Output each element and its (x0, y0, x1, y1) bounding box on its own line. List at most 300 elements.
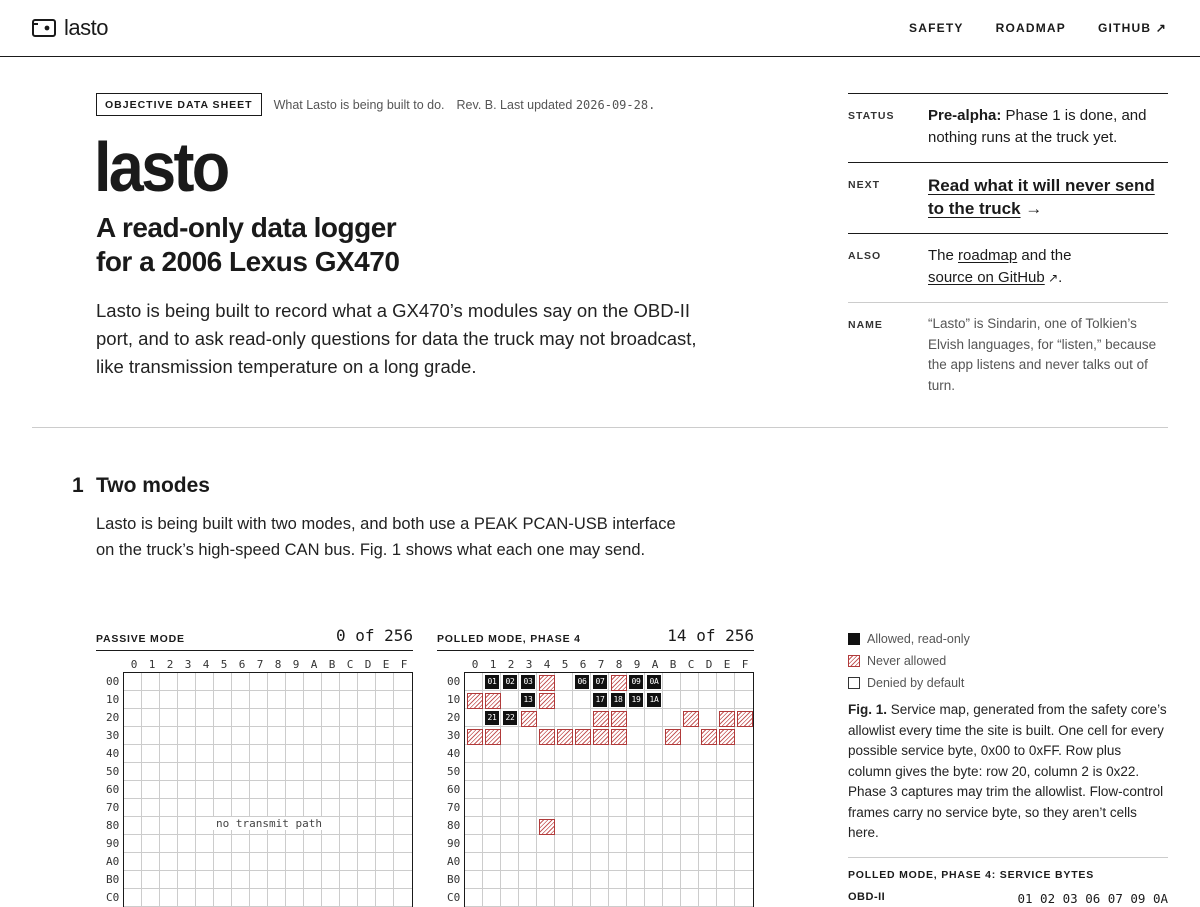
col-head: 6 (579, 658, 587, 671)
service-cell (196, 727, 214, 745)
logo[interactable] (32, 15, 108, 41)
service-cell (501, 745, 519, 763)
service-cell (591, 763, 609, 781)
service-cell (663, 727, 681, 745)
service-cell (609, 799, 627, 817)
row-head: 90 (447, 837, 461, 850)
service-cell (465, 781, 483, 799)
service-cell (322, 871, 340, 889)
service-cell (627, 799, 645, 817)
legend-allowed (848, 628, 970, 650)
service-cell (681, 727, 699, 745)
service-cell (124, 835, 142, 853)
service-bytes (848, 857, 1168, 906)
service-cell (160, 799, 178, 817)
service-cell (465, 691, 483, 709)
service-cell (160, 835, 178, 853)
service-cell (340, 673, 358, 691)
lead-paragraph: Lasto is being built to record what a GX470’s modules say on the OBD-II port, and to ask read-only questions for data the truck may not broadcast, like transmission temperature on a long grade. (96, 300, 697, 377)
service-cell (519, 817, 537, 835)
service-cell (555, 799, 573, 817)
col-head: A (651, 658, 659, 671)
service-cell (609, 835, 627, 853)
service-cell (322, 709, 340, 727)
service-cell (699, 889, 717, 907)
service-cell (358, 799, 376, 817)
service-cell (645, 763, 663, 781)
service-cell (214, 673, 232, 691)
service-cell (142, 835, 160, 853)
polled-grid-header (437, 626, 754, 651)
service-cell (483, 835, 501, 853)
service-cell (681, 817, 699, 835)
service-cell (340, 727, 358, 745)
service-cell (519, 709, 537, 727)
service-cell (214, 889, 232, 907)
service-cell (214, 727, 232, 745)
service-cell (178, 799, 196, 817)
service-cell (232, 835, 250, 853)
service-cell (681, 853, 699, 871)
row-head: 30 (447, 729, 461, 742)
service-cell (717, 781, 735, 799)
row-head: 70 (447, 801, 461, 814)
col-head: F (400, 658, 408, 671)
service-cell (483, 673, 501, 691)
service-cell (735, 799, 753, 817)
row-head: 50 (106, 765, 120, 778)
service-cell (501, 673, 519, 691)
service-cell (340, 799, 358, 817)
service-cell (178, 763, 196, 781)
service-cell (268, 799, 286, 817)
service-cell (537, 817, 555, 835)
service-cell (573, 763, 591, 781)
subtitle-line-2: for a 2006 Lexus GX470 (96, 246, 400, 277)
passive-grid-body (96, 672, 413, 907)
service-cell (340, 745, 358, 763)
github-source-link[interactable]: source on GitHub (928, 269, 1045, 286)
col-head: C (346, 658, 354, 671)
service-cell (735, 817, 753, 835)
service-cell (160, 781, 178, 799)
revision-date: 2026-09-28. (575, 97, 656, 112)
service-cell (501, 799, 519, 817)
service-cell (322, 889, 340, 907)
roadmap-link[interactable]: roadmap (958, 247, 1018, 264)
passive-grid-header (96, 626, 413, 651)
service-cell (717, 673, 735, 691)
passive-cells (123, 672, 413, 907)
service-cell (627, 835, 645, 853)
service-cell (268, 691, 286, 709)
service-cell (304, 691, 322, 709)
service-cell (645, 781, 663, 799)
service-cell (591, 745, 609, 763)
also-value (928, 245, 1168, 289)
service-cell (286, 871, 304, 889)
also-end: . (1058, 269, 1063, 286)
service-cell (160, 763, 178, 781)
status-text: Phase 1 is done, and nothing runs at the truck yet. (928, 107, 1147, 146)
row-head: 20 (447, 711, 461, 724)
service-cell (717, 817, 735, 835)
service-cell (142, 673, 160, 691)
polled-grid-body (437, 672, 754, 907)
service-cell (268, 763, 286, 781)
service-cell (178, 745, 196, 763)
service-cell (717, 763, 735, 781)
col-head: 5 (220, 658, 228, 671)
service-cell (304, 673, 322, 691)
service-cell (609, 763, 627, 781)
service-cell (376, 745, 394, 763)
service-cell (376, 763, 394, 781)
passive-overlay (125, 817, 413, 830)
status-strong: Pre-alpha: (928, 107, 1002, 124)
service-cell (537, 871, 555, 889)
service-cell (555, 817, 573, 835)
legend (848, 628, 970, 694)
service-cell (501, 781, 519, 799)
service-cell (340, 889, 358, 907)
service-cell (196, 691, 214, 709)
service-cell (268, 709, 286, 727)
service-cell (232, 727, 250, 745)
service-cell (232, 871, 250, 889)
row-head: C0 (447, 891, 461, 904)
service-cell (537, 853, 555, 871)
service-cell (501, 853, 519, 871)
section-divider (32, 427, 1168, 428)
service-cell (358, 727, 376, 745)
row-head: A0 (106, 855, 120, 868)
service-cell (286, 889, 304, 907)
nav-safety[interactable]: SAFETY (909, 21, 964, 35)
service-cell (142, 763, 160, 781)
service-cell (232, 745, 250, 763)
service-cell (304, 799, 322, 817)
service-cell (555, 691, 573, 709)
service-cell (573, 835, 591, 853)
service-cell (735, 781, 753, 799)
service-cell (681, 799, 699, 817)
service-cell (627, 763, 645, 781)
section-body: Lasto is being built with two modes, and both use a PEAK PCAN-USB interface on the truck’s high-speed CAN bus. Fig. 1 shows what each one may send. (96, 515, 676, 559)
service-cell (717, 745, 735, 763)
service-cell (645, 889, 663, 907)
service-cell (483, 871, 501, 889)
service-cell (645, 673, 663, 691)
service-cell (663, 799, 681, 817)
service-cell (483, 727, 501, 745)
service-cell (699, 835, 717, 853)
service-cell (537, 727, 555, 745)
service-cell (232, 853, 250, 871)
service-bytes-key: OBD-II (848, 891, 886, 903)
service-cell (286, 853, 304, 871)
service-cell (286, 763, 304, 781)
service-cell (142, 853, 160, 871)
service-cell (717, 835, 735, 853)
service-cell (591, 889, 609, 907)
service-cell (394, 727, 412, 745)
service-cell (465, 835, 483, 853)
service-cell (394, 853, 412, 871)
service-cell (519, 799, 537, 817)
service-cell (501, 889, 519, 907)
col-head: 7 (256, 658, 264, 671)
service-cell (358, 691, 376, 709)
nav-github[interactable]: GITHUB ↗ (1098, 21, 1167, 35)
service-cell (286, 709, 304, 727)
row-head: 40 (447, 747, 461, 760)
service-cell (591, 691, 609, 709)
service-cell (519, 853, 537, 871)
col-head: 6 (238, 658, 246, 671)
service-cell (663, 673, 681, 691)
service-cell (178, 853, 196, 871)
service-cell (250, 709, 268, 727)
col-head: 3 (525, 658, 533, 671)
service-cell (142, 871, 160, 889)
service-cell (717, 727, 735, 745)
service-cell (501, 817, 519, 835)
service-cell (627, 853, 645, 871)
revision-text: Rev. B. Last updated (456, 97, 573, 112)
col-head: 2 (166, 658, 174, 671)
logo-text: lasto (64, 15, 108, 40)
service-cell (268, 853, 286, 871)
row-head: 70 (106, 801, 120, 814)
service-cell (178, 691, 196, 709)
row-head: 00 (106, 675, 120, 688)
polled-row-heads (437, 672, 464, 907)
service-cell (663, 817, 681, 835)
service-cell (465, 871, 483, 889)
service-cell (178, 835, 196, 853)
service-cell (681, 871, 699, 889)
service-cell (735, 889, 753, 907)
service-cell (591, 727, 609, 745)
service-cell (645, 853, 663, 871)
service-cell (699, 853, 717, 871)
next-value (928, 174, 1168, 220)
caption-text: Service map, generated from the safety core’s allowlist every time the site is built. One cell for every possible service byte, 0x00 to 0xFF. Row plus column gives the byte: row 20, column 2 is 0x22. Phase 3 captures may trim the allowlist. Flow-control frames carry no service byte, so they aren’t cells here. (848, 702, 1167, 840)
service-cell (645, 799, 663, 817)
col-head: C (687, 658, 695, 671)
service-cell (142, 781, 160, 799)
row-head: B0 (106, 873, 120, 886)
service-cell (609, 889, 627, 907)
service-cell (340, 853, 358, 871)
service-cell (322, 745, 340, 763)
service-cell (358, 871, 376, 889)
service-cell (555, 763, 573, 781)
service-cell (573, 745, 591, 763)
service-cell (232, 799, 250, 817)
service-cell (124, 745, 142, 763)
service-cell (735, 853, 753, 871)
service-cell (609, 745, 627, 763)
service-cell (483, 745, 501, 763)
service-cell (340, 763, 358, 781)
service-cell (663, 889, 681, 907)
service-cell (735, 745, 753, 763)
service-cell (627, 727, 645, 745)
denied-swatch (848, 677, 860, 689)
service-cell (268, 781, 286, 799)
service-cell (340, 781, 358, 799)
never-send-link[interactable]: Read what it will never send to the truck (928, 176, 1155, 218)
passive-row-heads (96, 672, 123, 907)
service-cell (178, 889, 196, 907)
service-cell (322, 835, 340, 853)
service-cell (304, 835, 322, 853)
row-head: 80 (447, 819, 461, 832)
polled-col-heads (466, 658, 754, 671)
service-cell (483, 691, 501, 709)
service-cell (358, 763, 376, 781)
service-cell (250, 763, 268, 781)
next-label: NEXT (848, 179, 881, 191)
service-cell (501, 871, 519, 889)
service-cell (537, 691, 555, 709)
service-cell (663, 691, 681, 709)
col-head: 8 (615, 658, 623, 671)
service-cell (232, 889, 250, 907)
service-cell (699, 727, 717, 745)
service-cell (160, 691, 178, 709)
service-cell (214, 691, 232, 709)
col-head: A (310, 658, 318, 671)
service-cell (394, 889, 412, 907)
service-cell (591, 709, 609, 727)
polled-grid-count: 14 of 256 (667, 626, 754, 645)
service-cell (465, 817, 483, 835)
service-cell (645, 745, 663, 763)
doc-tag: OBJECTIVE DATA SHEET (96, 93, 262, 116)
service-cell (376, 709, 394, 727)
service-cell (591, 781, 609, 799)
service-cell (214, 745, 232, 763)
row-head: B0 (447, 873, 461, 886)
service-cell (160, 745, 178, 763)
service-cell (196, 799, 214, 817)
service-cell (250, 835, 268, 853)
row-head: 00 (447, 675, 461, 688)
service-cell (214, 871, 232, 889)
service-cell (717, 871, 735, 889)
service-cell (627, 745, 645, 763)
service-cell (322, 763, 340, 781)
service-cell (483, 709, 501, 727)
service-cell (699, 871, 717, 889)
service-cell (196, 781, 214, 799)
revision (457, 98, 656, 112)
col-head: 7 (597, 658, 605, 671)
service-cell (501, 709, 519, 727)
service-cell (304, 763, 322, 781)
also-mid: and the (1017, 247, 1072, 264)
legend-allowed-label: Allowed, read-only (867, 632, 970, 646)
col-head: 3 (184, 658, 192, 671)
service-cell (286, 835, 304, 853)
nav-roadmap[interactable]: ROADMAP (995, 21, 1066, 35)
service-cell (591, 799, 609, 817)
service-cell (555, 745, 573, 763)
service-cell (160, 727, 178, 745)
service-cell (519, 835, 537, 853)
service-cell (304, 853, 322, 871)
col-head: F (741, 658, 749, 671)
service-cell (232, 763, 250, 781)
service-cell (627, 871, 645, 889)
service-cell (735, 871, 753, 889)
service-cell (573, 709, 591, 727)
service-cell (160, 871, 178, 889)
service-cell (645, 835, 663, 853)
service-cell (663, 745, 681, 763)
service-cell (645, 871, 663, 889)
arrow-right-icon: → (1025, 199, 1043, 218)
site-header (0, 0, 1200, 57)
section-number: 1 (72, 474, 84, 497)
page-title: lasto (94, 128, 228, 206)
service-cell (376, 853, 394, 871)
service-cell (142, 691, 160, 709)
service-cell (376, 835, 394, 853)
col-head: D (705, 658, 713, 671)
service-cell (555, 727, 573, 745)
info-table (848, 93, 1168, 409)
service-cell (322, 727, 340, 745)
passive-grid-title: PASSIVE MODE (96, 633, 185, 645)
service-cell (537, 763, 555, 781)
service-cell (124, 871, 142, 889)
service-cell (627, 889, 645, 907)
service-cell (250, 673, 268, 691)
service-cell (340, 835, 358, 853)
service-cell (214, 709, 232, 727)
service-cell (250, 853, 268, 871)
col-head: D (364, 658, 372, 671)
service-cell (699, 745, 717, 763)
col-head: E (382, 658, 390, 671)
col-head: 5 (561, 658, 569, 671)
row-head: C0 (106, 891, 120, 904)
service-cell (394, 745, 412, 763)
service-cell (196, 763, 214, 781)
service-cell (519, 673, 537, 691)
service-cell (465, 745, 483, 763)
service-cell (681, 763, 699, 781)
service-cell (573, 781, 591, 799)
service-cell (376, 691, 394, 709)
service-cell (465, 853, 483, 871)
service-cell (681, 835, 699, 853)
col-head: 9 (292, 658, 300, 671)
service-cell (304, 889, 322, 907)
also-row (848, 234, 1168, 303)
service-cell (340, 691, 358, 709)
service-cell (160, 709, 178, 727)
row-head: 50 (447, 765, 461, 778)
service-cell (322, 781, 340, 799)
service-cell (735, 673, 753, 691)
external-link-icon: ↗ (1044, 271, 1059, 285)
service-cell (573, 853, 591, 871)
